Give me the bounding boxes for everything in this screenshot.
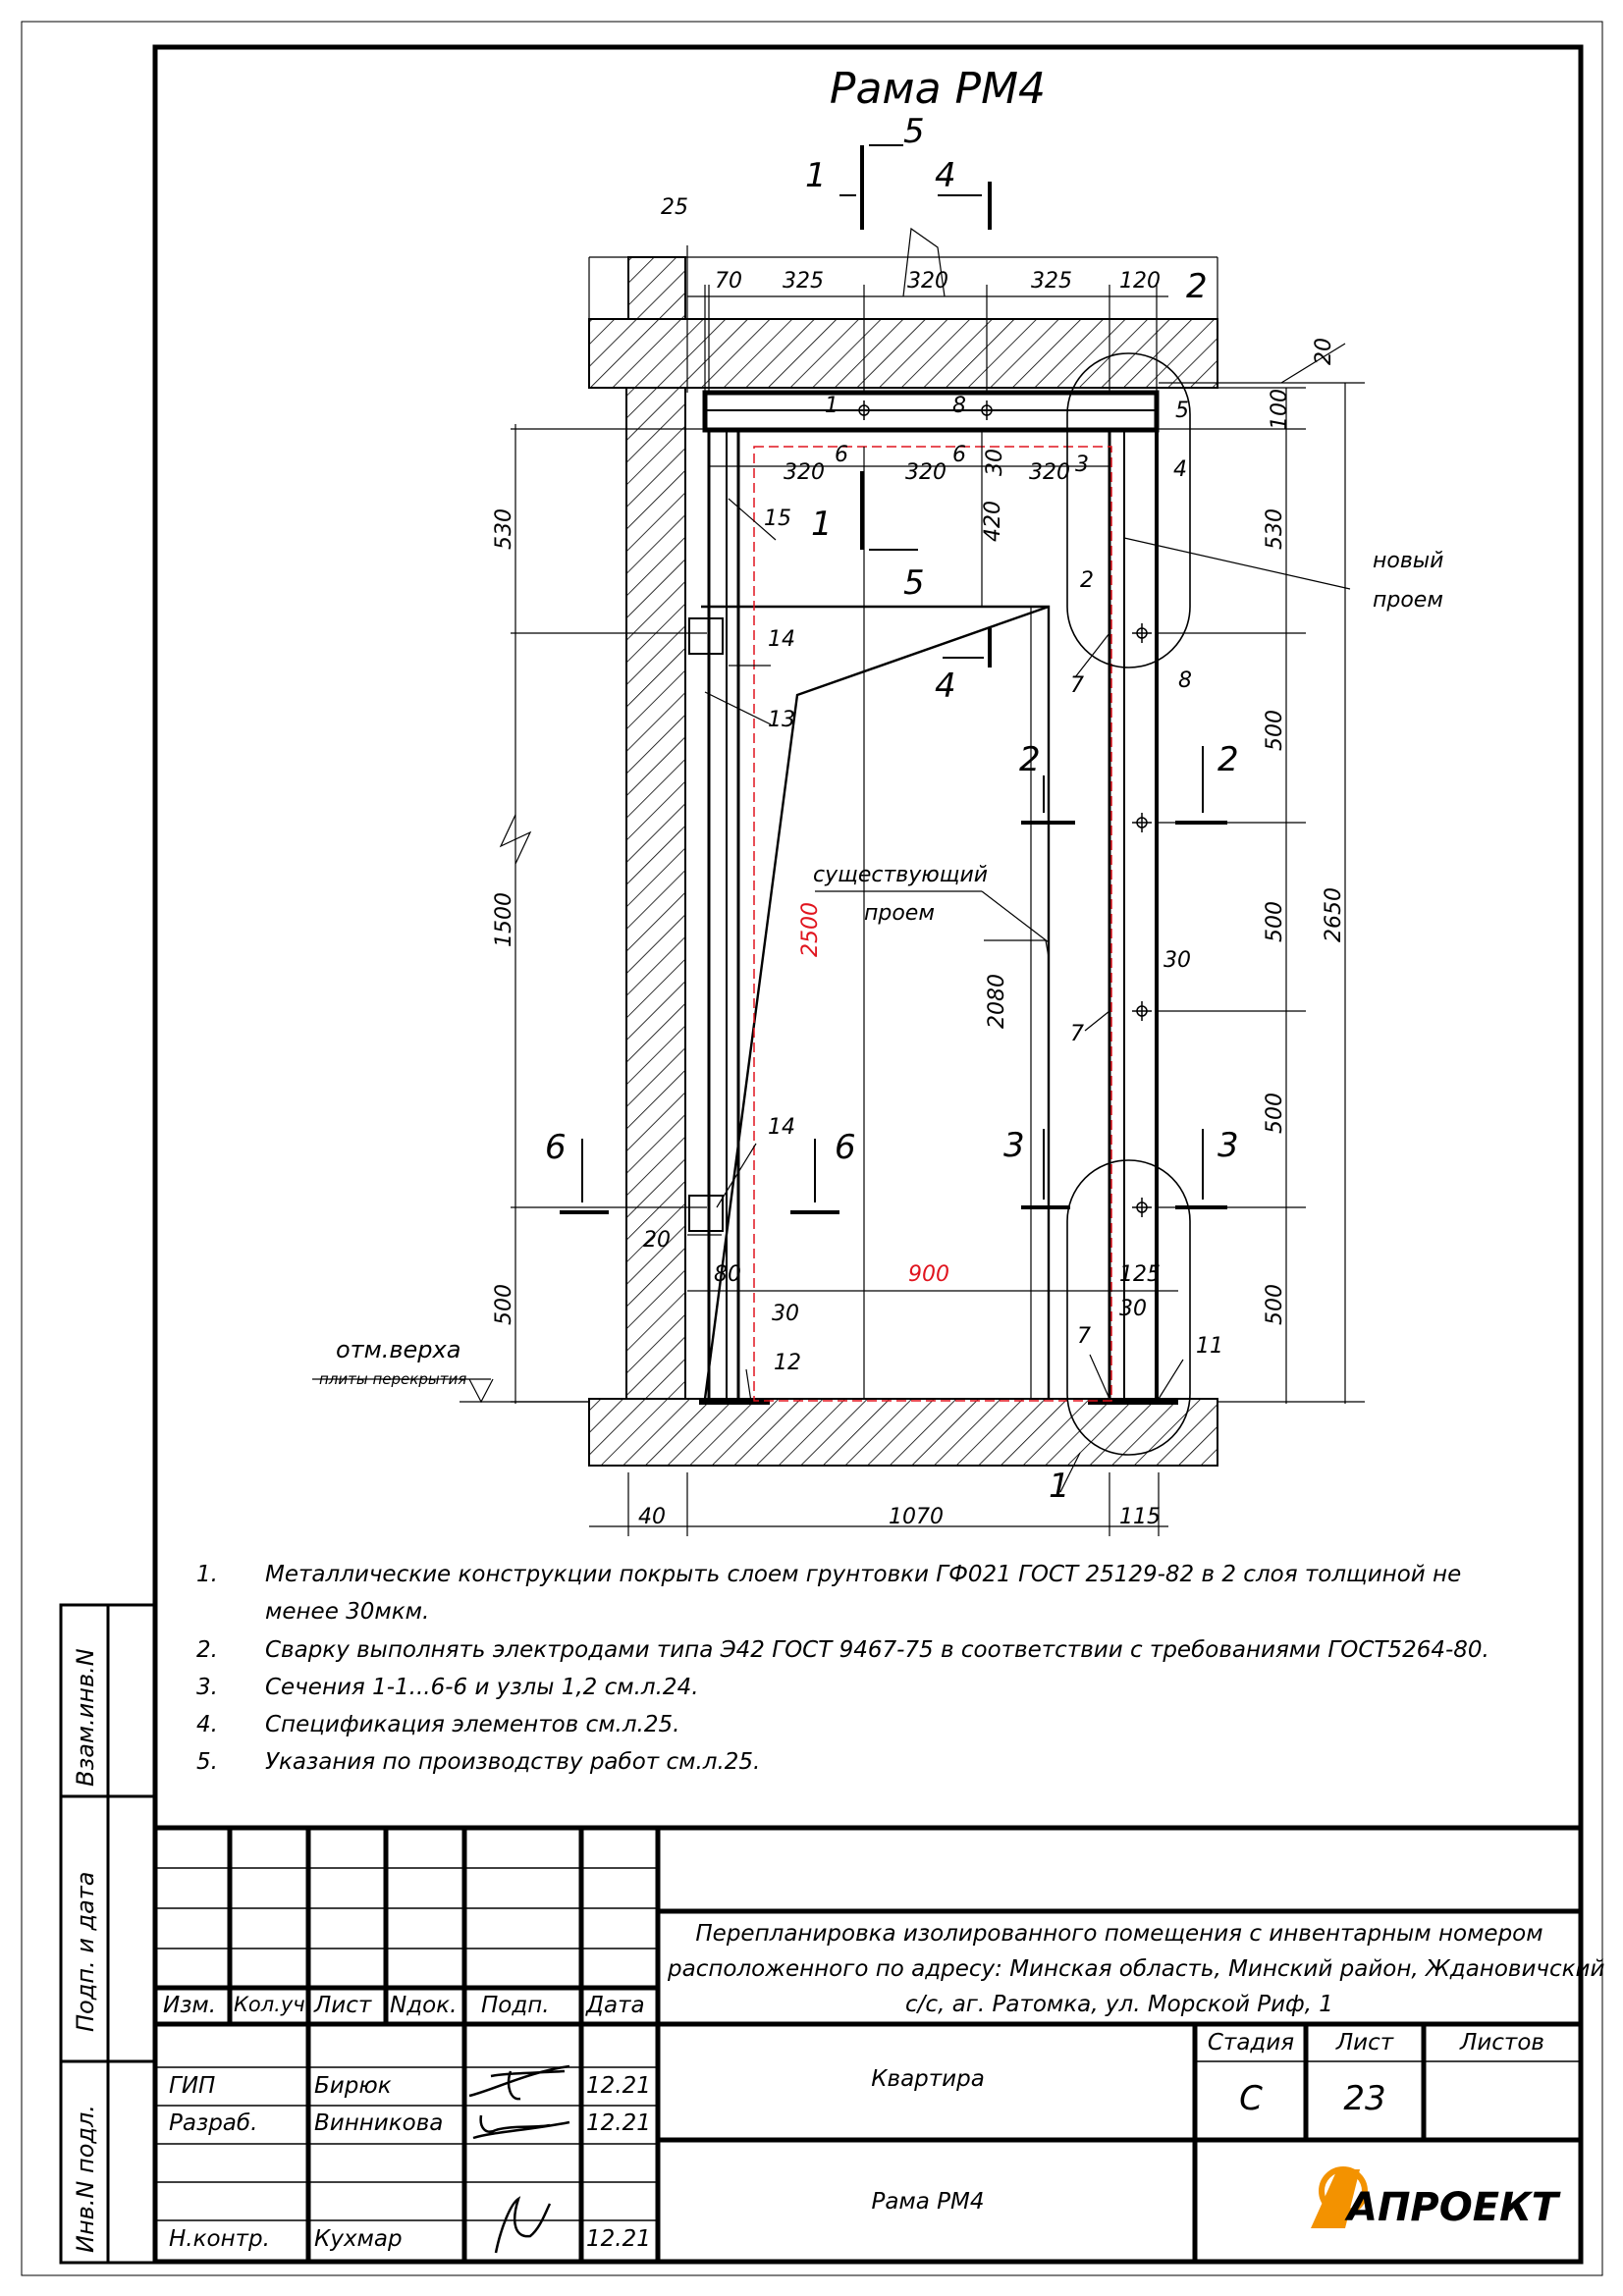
hdr-data: Дата (586, 1993, 645, 2018)
svg-text:14: 14 (768, 1115, 795, 1140)
role-nkontr: Н.контр. (169, 2226, 270, 2252)
svg-text:3: 3 (1003, 1126, 1025, 1165)
svg-text:5: 5 (1175, 399, 1189, 423)
svg-text:1: 1 (1049, 1467, 1070, 1506)
svg-text:1500: 1500 (492, 892, 516, 947)
svg-text:8: 8 (1178, 668, 1192, 693)
svg-text:6: 6 (952, 443, 966, 467)
svg-text:проем: проем (1373, 588, 1443, 613)
date-razrab: 12.21 (586, 2110, 651, 2136)
svg-text:420: 420 (981, 501, 1005, 542)
svg-text:20: 20 (1312, 338, 1336, 365)
node-markers (1067, 353, 1190, 1455)
svg-text:1: 1 (811, 505, 833, 544)
svg-text:12: 12 (774, 1351, 801, 1375)
svg-text:2: 2 (1080, 568, 1094, 593)
object-name: Квартира (871, 2066, 985, 2092)
hdr-podp: Подп. (481, 1993, 550, 2018)
svg-text:новый: новый (1373, 549, 1444, 573)
svg-text:4: 4 (935, 667, 956, 706)
svg-text:500: 500 (1263, 901, 1287, 942)
side-stamp-podp: Подп. и дата (72, 1871, 99, 2032)
role-gip: ГИП (169, 2073, 216, 2099)
svg-text:70: 70 (715, 269, 742, 294)
svg-text:6: 6 (835, 443, 848, 467)
svg-text:5: 5 (903, 112, 925, 151)
sheets-label: Листов (1460, 2030, 1544, 2056)
svg-text:325: 325 (783, 269, 824, 294)
svg-text:320: 320 (1029, 460, 1070, 485)
svg-text:80: 80 (714, 1262, 741, 1287)
svg-text:125: 125 (1119, 1262, 1161, 1287)
svg-text:30: 30 (983, 449, 1007, 476)
name-razrab: Винникова (314, 2110, 444, 2136)
hdr-koluch: Кол.уч. (234, 1993, 312, 2016)
side-stamp-vzam: Взам.инв.N (72, 1648, 99, 1787)
svg-text:500: 500 (492, 1284, 516, 1325)
svg-text:30: 30 (1163, 948, 1191, 973)
svg-text:500: 500 (1263, 1093, 1287, 1134)
svg-text:30: 30 (772, 1302, 799, 1326)
svg-text:отм.верха: отм.верха (336, 1336, 461, 1363)
svg-text:4: 4 (1173, 457, 1187, 482)
name-nkontr: Кухмар (314, 2226, 403, 2252)
svg-text:500: 500 (1263, 710, 1287, 751)
svg-text:7: 7 (1077, 1324, 1091, 1349)
name-gip: Бирюк (314, 2073, 392, 2099)
svg-text:325: 325 (1031, 269, 1072, 294)
hdr-list: Лист (314, 1993, 372, 2018)
svg-text:3: 3 (1075, 453, 1089, 477)
svg-text:1: 1 (825, 394, 839, 418)
svg-text:плиты перекрытия: плиты перекрытия (319, 1370, 467, 1388)
svg-text:40: 40 (638, 1505, 666, 1529)
hdr-izm: Изм. (163, 1993, 217, 2018)
svg-text:900: 900 (908, 1262, 949, 1287)
stage-label: Стадия (1207, 2030, 1295, 2056)
svg-text:существующий: существующий (813, 863, 989, 887)
svg-text:2: 2 (1186, 267, 1208, 306)
side-stamp-inv: Инв.N подл. (72, 2105, 99, 2253)
svg-text:6: 6 (545, 1128, 567, 1167)
svg-text:25: 25 (661, 195, 688, 220)
svg-text:30: 30 (1119, 1297, 1147, 1321)
signatures (469, 2066, 569, 2253)
svg-text:2: 2 (1019, 740, 1041, 779)
sheet-value: 23 (1343, 2079, 1386, 2118)
svg-text:100: 100 (1268, 389, 1292, 430)
hdr-ndok: Nдок. (390, 1993, 458, 2018)
svg-text:6: 6 (835, 1128, 856, 1167)
svg-text:2: 2 (1217, 740, 1239, 779)
svg-text:7: 7 (1070, 1022, 1084, 1046)
project-title: Перепланировка изолированного помещения с инвентарным номером расположенного по адресу: Минская область, Минский район, Ждановичский с/с, аг. Ратомка, ул. Морской Риф, 1 (668, 1921, 1605, 2017)
logo (1311, 2169, 1561, 2230)
svg-text:7: 7 (1070, 673, 1084, 698)
sheet-name: Рама РМ4 (871, 2189, 985, 2215)
svg-text:320: 320 (784, 460, 825, 485)
drawing-title: Рама РМ4 (829, 64, 1047, 114)
svg-text:115: 115 (1119, 1505, 1161, 1529)
role-razrab: Разраб. (169, 2110, 258, 2136)
svg-text:14: 14 (768, 627, 795, 652)
svg-text:проем: проем (864, 901, 935, 926)
svg-text:530: 530 (1263, 508, 1287, 550)
date-gip: 12.21 (586, 2073, 651, 2099)
stage-value: С (1239, 2079, 1263, 2118)
svg-text:5: 5 (903, 563, 925, 603)
svg-text:320: 320 (907, 269, 948, 294)
svg-text:8: 8 (952, 394, 966, 418)
svg-text:11: 11 (1196, 1334, 1223, 1359)
callouts (319, 549, 1443, 1388)
svg-text:2650: 2650 (1322, 887, 1346, 942)
svg-text:АПРОЕКТ: АПРОЕКТ (1347, 2185, 1559, 2230)
svg-text:20: 20 (643, 1228, 671, 1253)
svg-text:3: 3 (1217, 1126, 1239, 1165)
svg-text:15: 15 (764, 507, 791, 531)
svg-text:13: 13 (768, 708, 795, 732)
frame-rm4 (689, 393, 1178, 1402)
svg-text:4: 4 (935, 156, 956, 195)
date-nkontr: 12.21 (586, 2226, 651, 2252)
svg-text:1070: 1070 (889, 1505, 944, 1529)
svg-text:2080: 2080 (985, 974, 1009, 1029)
svg-text:2500: 2500 (798, 902, 823, 957)
svg-text:320: 320 (905, 460, 947, 485)
svg-text:500: 500 (1263, 1284, 1287, 1325)
svg-text:1: 1 (805, 156, 827, 195)
svg-text:120: 120 (1119, 269, 1161, 294)
sheet-label: Лист (1335, 2030, 1394, 2056)
svg-text:530: 530 (492, 508, 516, 550)
